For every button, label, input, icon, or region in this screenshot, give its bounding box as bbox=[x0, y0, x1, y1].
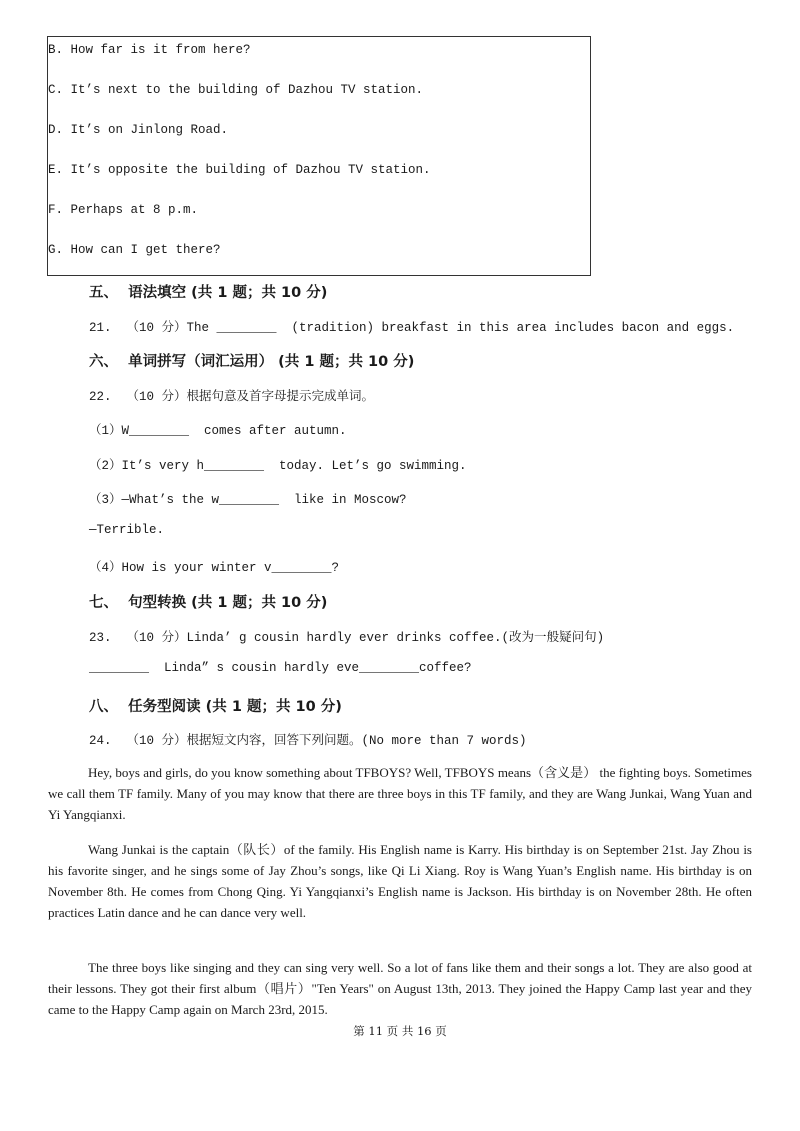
section-8-heading: 八、 任务型阅读 (共 1 题；共 10 分) bbox=[89, 699, 342, 715]
question-21: 21. （10 分）The ________ (tradition) breakfast in this area includes bacon and eggs. bbox=[89, 321, 735, 335]
option-e: E. It’s opposite the building of Dazhou TV station. bbox=[48, 163, 431, 177]
section-7-heading: 七、 句型转换 (共 1 题；共 10 分) bbox=[89, 595, 328, 611]
reading-paragraph-1: Hey, boys and girls, do you know something about TFBOYS? Well, TFBOYS means（含义是） the fighting boys. Sometimes we call them TF family. Many of you may know that there are three boys in this TF family, and they are Wang Junkai, Wang Yuan and Yi Yangqianxi. bbox=[48, 765, 752, 822]
section-5-heading: 五、 语法填空 (共 1 题；共 10 分) bbox=[89, 285, 328, 301]
page-footer: 第 11 页 共 16 页 bbox=[353, 1024, 447, 1038]
option-g: G. How can I get there? bbox=[48, 243, 221, 257]
option-f: F. Perhaps at 8 p.m. bbox=[48, 203, 199, 217]
question-23: 23. （10 分）Linda’ g cousin hardly ever drinks coffee.(改为一般疑问句) bbox=[89, 631, 605, 645]
question-24: 24. （10 分）根据短文内容，回答下列问题。(No more than 7 words) bbox=[89, 734, 527, 748]
question-22-item-3: （3）—What’s the w________ like in Moscow? bbox=[89, 493, 407, 507]
option-d: D. It’s on Jinlong Road. bbox=[48, 123, 229, 137]
question-22: 22. （10 分）根据句意及首字母提示完成单词。 bbox=[89, 390, 375, 404]
option-c: C. It’s next to the building of Dazhou TV station. bbox=[48, 83, 424, 97]
question-23-answer-line: ________ Linda” s cousin hardly eve________coffee? bbox=[89, 661, 472, 675]
option-b: B. How far is it from here? bbox=[48, 43, 251, 57]
question-22-item-2: （2）It’s very h________ today. Let’s go swimming. bbox=[89, 459, 467, 473]
section-6-heading: 六、 单词拼写（词汇运用） (共 1 题；共 10 分) bbox=[89, 354, 415, 370]
question-22-item-3-answer: —Terrible. bbox=[89, 523, 165, 537]
question-22-item-4: （4）How is your winter v________? bbox=[89, 561, 340, 575]
reading-paragraph-3: The three boys like singing and they can sing very well. So a lot of fans like them and their songs a lot. They are also good at their lessons. They got their first album（唱片）"Ten Years" on August 13th, 2013. They joined the Happy Camp last year and they came to the Happy Camp again on March 23rd, 2015. bbox=[48, 960, 752, 1017]
reading-paragraph-2: Wang Junkai is the captain（队长）of the family. His English name is Karry. His birthday is on September 21st. Jay Zhou is his favorite singer, and he sings some of Jay Zhou’s songs, like Qi Li Xiang. Roy is Wang Yuan’s English name. His birthday is on November 8th. He comes from Chong Qing. Yi Yangqianxi’s English name is Jackson. His birthday is on November 28th. He often practices Latin dance and he can dance very well. bbox=[48, 842, 752, 920]
answer-options-box bbox=[47, 36, 591, 276]
question-22-item-1: （1）W________ comes after autumn. bbox=[89, 424, 347, 438]
